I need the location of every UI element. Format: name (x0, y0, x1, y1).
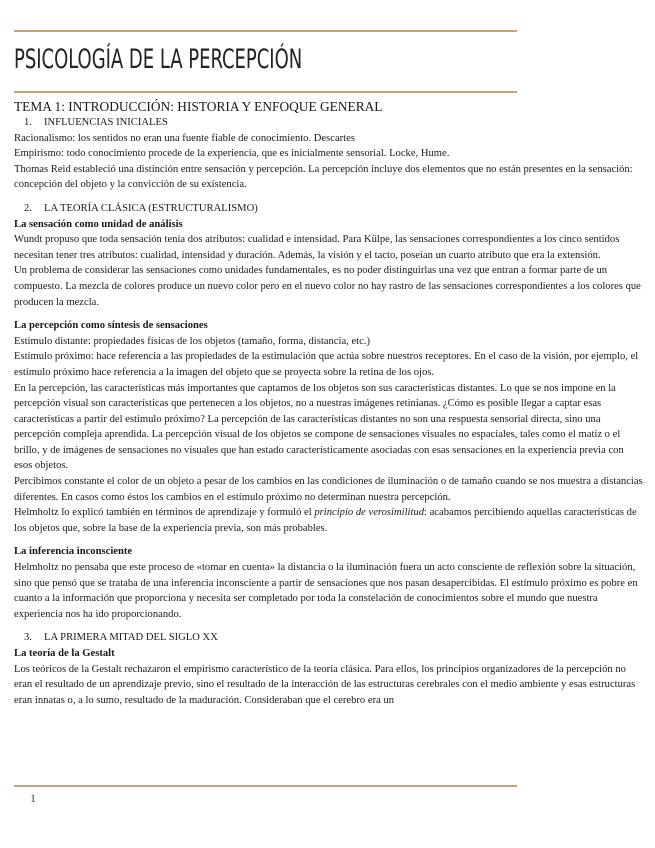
header-top-rule (14, 30, 517, 32)
paragraph: Estímulo próximo: hace referencia a las propiedades de la estimulación que actúa sobre nuestros receptores. En el caso de la visión, por ejemplo, el estímulo próximo hace referencia a la imagen del objeto que se proyecta sobre la retina de los ojos. (14, 351, 639, 378)
tema-heading: TEMA 1: INTRODUCCIÓN: HISTORIA Y ENFOQUE GENERAL (14, 99, 383, 114)
italic-term: principio de verosimilitud (314, 507, 425, 519)
header-bottom-rule (14, 91, 517, 93)
paragraph: Helmholtz lo explicó también en términos de aprendizaje y formuló el principio de verosimilitud: acabamos percibiendo aquellas características de los objetos que, sobre la base de la experiencia previa, son más probables. (14, 507, 637, 534)
subheading: La teoría de la Gestalt (14, 648, 115, 659)
paragraph: Wundt propuso que toda sensación tenía dos atributos: cualidad e intensidad. Para Külpe, las sensaciones correspondientes a los cinco sentidos necesitan tener tres atributos: cualidad, intensidad y duración. Además, la visión y el tacto, poseían un cuarto atributo que era la extensión. (14, 234, 620, 261)
document-body (14, 99, 644, 708)
section-1-heading: 1. INFLUENCIAS INICIALES (24, 117, 168, 128)
paragraph: Un problema de considerar las sensaciones como unidades fundamentales, es no poder distinguirlas una vez que entran a formar parte de un compuesto. La mezcla de colores produce un nuevo color pero en el nuevo color no hay rastro de las sensaciones correspondientes a los colores que producen la mezcla. (14, 265, 641, 308)
paragraph: Racionalismo: los sentidos no eran una fuente fiable de conocimiento. Descartes (14, 132, 355, 144)
paragraph: En la percepción, las características más importantes que captamos de los objetos son sus características distantes. Lo que se nos impone en la percepción visual son características que pertenecen a los objetos, no a nuestras imágenes retinianas. ¿Cómo es posible llegar a captar esas características a partir del estímulo próximo? La percepción de las características distantes no son una respuesta sensorial directa, sino una percepción compleja aprendida. La percepción visual de los objetos se compone de sensaciones visuales no espaciales, tales como el matiz o el brillo, y de imágenes de sensaciones no visuales que han estado característicamente asociadas con esas sensaciones en la experiencia previa con esos objetos. (14, 382, 624, 472)
subheading: La percepción como síntesis de sensaciones (14, 320, 208, 332)
paragraph: Empirismo: todo conocimiento procede de la experiencia, que es inicialmente sensorial. Locke, Hume. (14, 148, 450, 160)
paragraph: Helmholtz no pensaba que este proceso de «tomar en cuenta» la distancia o la iluminación fuera un acto consciente de reflexión sobre la situación, sino que pensó que se trataba de una inferencia inconsciente a partir de sensaciones que nos pasan desapercibidas. El estímulo próximo es pobre en cuanto a la información que proporciona y necesita ser completado por toda la constelación de conocimientos sobre el mundo que nuestra experiencia nos ha ido proporcionando. (14, 562, 638, 620)
section-2-heading: 2. LA TEORÍA CLÁSICA (ESTRUCTURALISMO) (24, 202, 258, 214)
paragraph: Los teóricos de la Gestalt rechazaron el empirismo característico de la teoría clásica. Para ellos, los principios organizadores de la percepción no eran el resultado de un aprendizaje previo, sino el resultado de la interacción de las estructuras cerebrales con el medio ambiente y esas estructuras eran innatas o, a lo sumo, resultado de la maduración. Consideraban que el cerebro era un (14, 663, 636, 706)
paragraph: Thomas Reid estableció una distinción entre sensación y percepción. La percepción incluye dos elementos que no están presentes en la sensación: concepción del objeto y la convicción de su existencia. (14, 163, 633, 191)
section-3-heading: 3. LA PRIMERA MITAD DEL SIGLO XX (24, 632, 218, 644)
footer-rule (14, 785, 517, 787)
page-number: 1 (30, 791, 36, 805)
subheading: La inferencia inconsciente (14, 546, 133, 558)
page-title: PSICOLOGÍA DE LA PERCEPCIÓN (14, 44, 303, 75)
paragraph: Estímulo distante: propiedades físicas de los objetos (tamaño, forma, distancia, etc.) (14, 335, 370, 347)
subheading: La sensación como unidad de análisis (14, 218, 183, 230)
paragraph: Percibimos constante el color de un objeto a pesar de los cambios en las condiciones de iluminación o de tamaño cuando se nos muestra a distancias diferentes. En casos como éstos los cambios en el estímulo próximo no determinan nuestra percepción. (14, 476, 643, 503)
